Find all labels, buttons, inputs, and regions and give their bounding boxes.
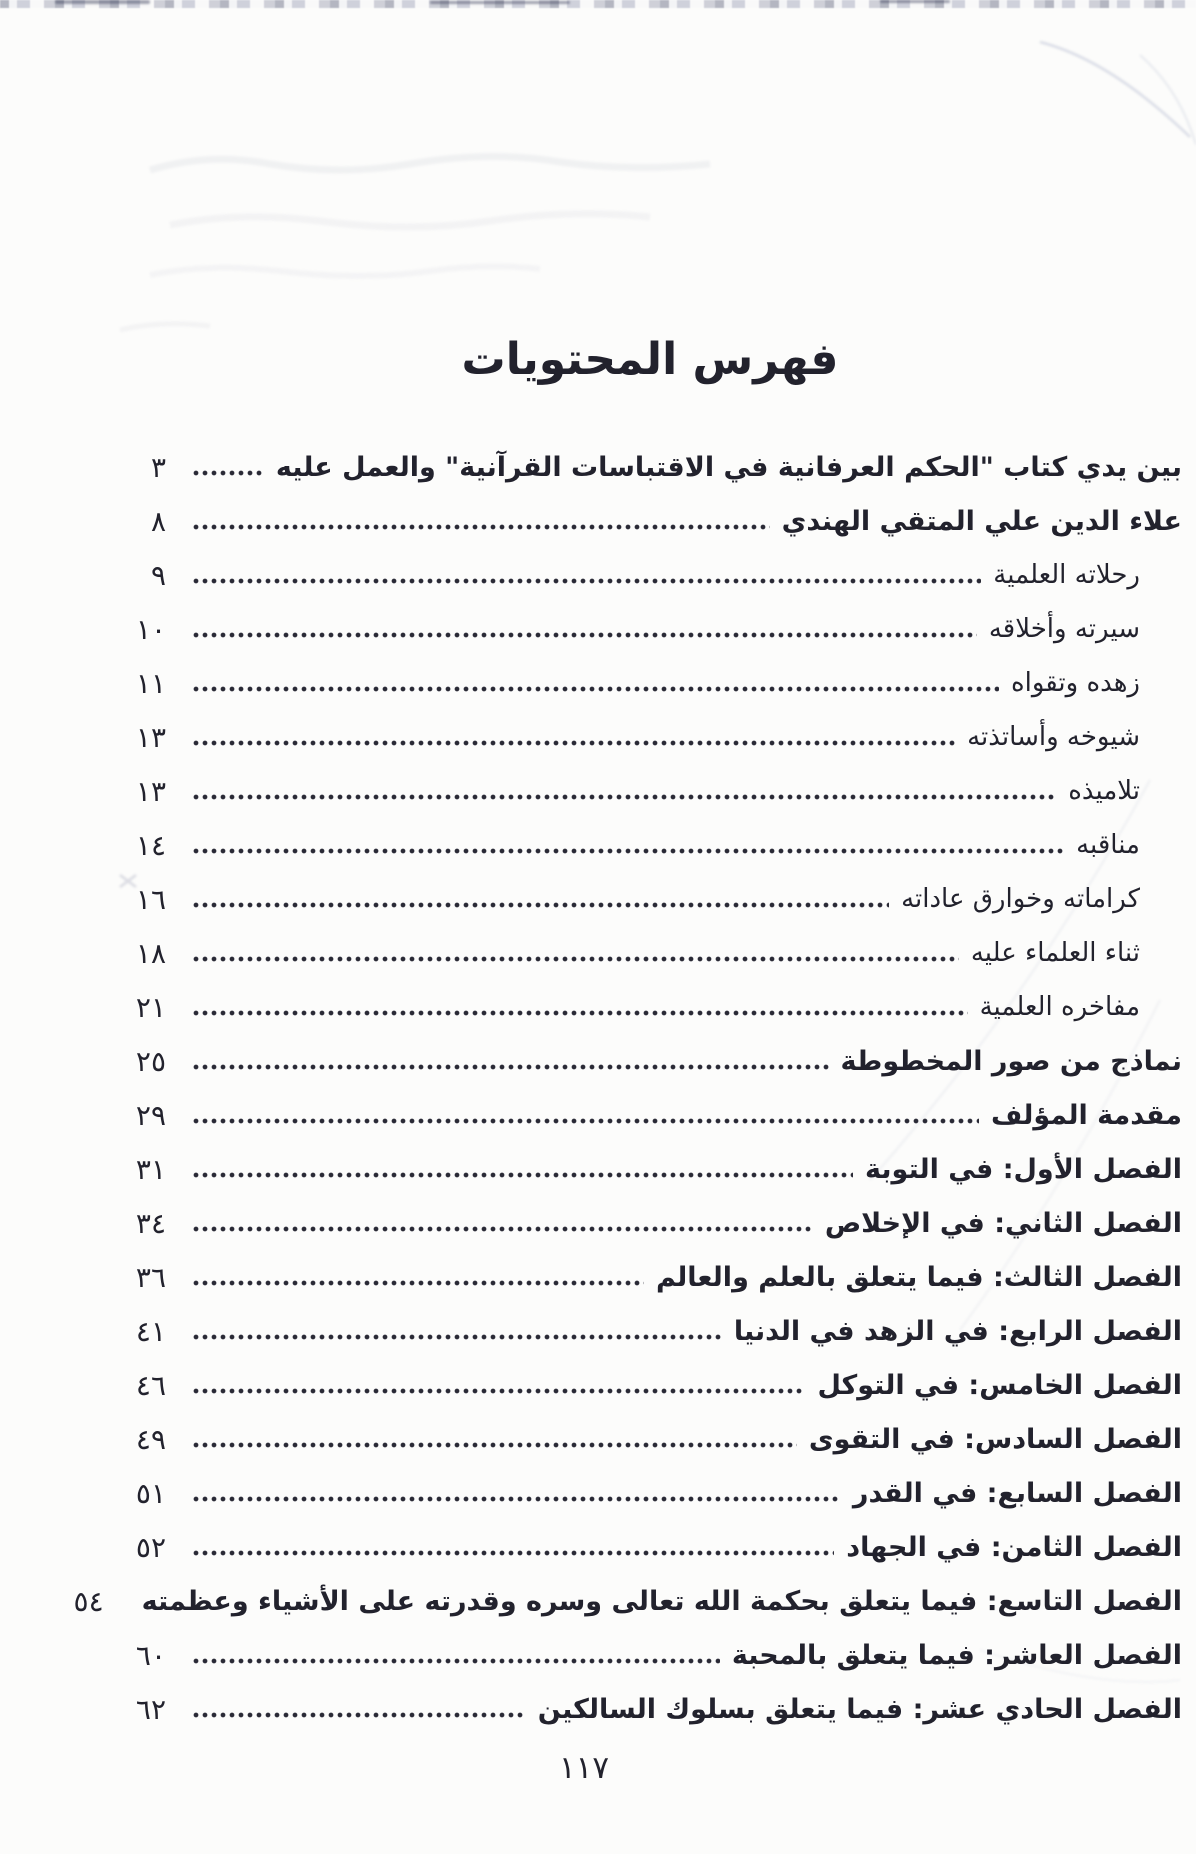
toc-entry-label: بين يدي كتاب "الحكم العرفانية في الاقتباسات القرآنية" والعمل عليه [275, 451, 1182, 483]
toc-entry [112, 1142, 1182, 1196]
toc-entry-label: مناقبه [1076, 830, 1140, 860]
toc-entry [112, 548, 1182, 602]
dot-leader [192, 1332, 722, 1344]
toc-entry [112, 1304, 1182, 1358]
toc-entry-page-number: ٨ [150, 504, 166, 538]
toc-entry [112, 1250, 1182, 1304]
toc-entry-page-number: ١٣ [135, 774, 166, 808]
scan-edge-artifact [0, 0, 1196, 8]
toc-entry-page-number: ٣٤ [135, 1206, 166, 1240]
toc-entry-page-number: ١١ [135, 666, 166, 700]
dot-leader [192, 1224, 813, 1236]
toc-entry-label: الفصل الأول: في التوبة [865, 1153, 1182, 1185]
dot-leader [192, 1062, 829, 1074]
toc-entry-page-number: ٣٦ [135, 1260, 166, 1294]
toc-entry-label: الفصل السادس: في التقوى [808, 1423, 1182, 1455]
toc-entry-label: الفصل الثامن: في الجهاد [846, 1531, 1182, 1563]
dot-leader [192, 792, 1056, 804]
toc-entry-label: الفصل الخامس: في التوكل [817, 1369, 1182, 1401]
toc-entry-page-number: ١٨ [135, 936, 166, 970]
scan-edge-artifact [880, 0, 950, 3]
toc-entry-page-number: ١٠ [135, 612, 166, 646]
toc-entry-page-number: ١٦ [135, 882, 166, 916]
toc-entry-label: مفاخره العلمية [979, 992, 1140, 1022]
toc-entry-label: الفصل العاشر: فيما يتعلق بالمحبة [731, 1639, 1182, 1671]
toc-entry-label: ثناء العلماء عليه [970, 938, 1140, 968]
toc-entry [112, 818, 1182, 872]
dot-leader [192, 1278, 644, 1290]
toc-entry-page-number: ١٤ [135, 828, 166, 862]
scan-edge-artifact [55, 0, 150, 4]
toc-entry [112, 602, 1182, 656]
dot-leader [192, 1008, 968, 1020]
toc-entry-label: الفصل السابع: في القدر [852, 1477, 1182, 1509]
toc-entry-page-number: ٤٩ [135, 1422, 166, 1456]
toc-entry-label: رحلاته العلمية [993, 560, 1140, 590]
page-number: ١١٧ [559, 1750, 609, 1786]
toc-entry [112, 980, 1182, 1034]
toc-entry [112, 1628, 1182, 1682]
dot-leader [192, 1170, 853, 1182]
toc-entry-page-number: ٥٢ [135, 1530, 166, 1564]
page-title: فهرس المحتويات [461, 334, 839, 385]
dot-leader [192, 522, 770, 534]
toc-entry-page-number: ٣١ [135, 1152, 166, 1186]
toc-entry-label: كراماته وخوارق عاداته [901, 884, 1140, 914]
toc-entry-label: سيرته وأخلاقه [988, 614, 1140, 644]
toc-entry-page-number: ٦٠ [135, 1638, 166, 1672]
dot-leader [192, 576, 981, 588]
toc-entry-page-number: ٢٥ [135, 1044, 166, 1078]
toc-entry-page-number: ٥١ [135, 1476, 166, 1510]
dot-leader [192, 1116, 979, 1128]
dot-leader [192, 954, 959, 966]
toc-entry-label: علاء الدين علي المتقي الهندي [781, 505, 1182, 537]
dot-leader [192, 900, 889, 912]
dot-leader [192, 1710, 526, 1722]
toc-entry [73, 1574, 1182, 1628]
dot-leader [192, 1494, 841, 1506]
toc-entry-page-number: ٣ [150, 450, 166, 484]
toc-entry [112, 764, 1182, 818]
toc-entry [112, 1034, 1182, 1088]
toc-entry-page-number: ٥٤ [73, 1584, 104, 1618]
toc-entry-label: الفصل الثالث: فيما يتعلق بالعلم والعالم [655, 1261, 1182, 1293]
toc-entry [112, 1358, 1182, 1412]
toc-entry [112, 872, 1182, 926]
dot-leader [192, 1548, 834, 1560]
toc-entry-page-number: ٤١ [135, 1314, 166, 1348]
toc-entry-label: مقدمة المؤلف [991, 1099, 1182, 1131]
toc-entry-label: الفصل التاسع: فيما يتعلق بحكمة الله تعالى وسره وقدرته على الأشياء وعظمته [141, 1585, 1182, 1617]
scan-edge-artifact [430, 1, 570, 4]
dot-leader [192, 630, 977, 642]
dot-leader [192, 684, 999, 696]
toc-entry [112, 1466, 1182, 1520]
toc-entry-page-number: ٢٩ [135, 1098, 166, 1132]
toc-entry [112, 440, 1182, 494]
toc-entry-label: الفصل الثاني: في الإخلاص [824, 1207, 1182, 1239]
toc-entry-label: زهده وتقواه [1010, 668, 1140, 698]
dot-leader [192, 1386, 805, 1398]
toc-entry-label: نماذج من صور المخطوطة [840, 1045, 1182, 1077]
toc-entry [112, 1088, 1182, 1142]
dot-leader [192, 468, 264, 480]
toc-entry-page-number: ٤٦ [135, 1368, 166, 1402]
toc-entry-page-number: ٩ [150, 558, 166, 592]
toc-entry [112, 1682, 1182, 1736]
toc-entry-page-number: ٦٢ [135, 1692, 166, 1726]
toc-entry [112, 656, 1182, 710]
toc-entry-label: تلاميذه [1068, 776, 1140, 806]
toc-entry [112, 494, 1182, 548]
toc-entry-label: الفصل الحادي عشر: فيما يتعلق بسلوك السالكين [537, 1693, 1182, 1725]
toc-entry-label: شيوخه وأساتذته [967, 722, 1140, 752]
dot-leader [192, 846, 1064, 858]
toc-entry [112, 710, 1182, 764]
toc-entry [112, 1412, 1182, 1466]
toc-entry-page-number: ١٣ [135, 720, 166, 754]
toc-list [73, 440, 1182, 1736]
toc-entry [112, 1520, 1182, 1574]
dot-leader [192, 738, 955, 750]
toc-entry-page-number: ٢١ [135, 990, 166, 1024]
dot-leader [192, 1656, 720, 1668]
dot-leader [192, 1440, 797, 1452]
toc-entry [112, 1196, 1182, 1250]
toc-entry-label: الفصل الرابع: في الزهد في الدنيا [733, 1315, 1182, 1347]
toc-entry [112, 926, 1182, 980]
